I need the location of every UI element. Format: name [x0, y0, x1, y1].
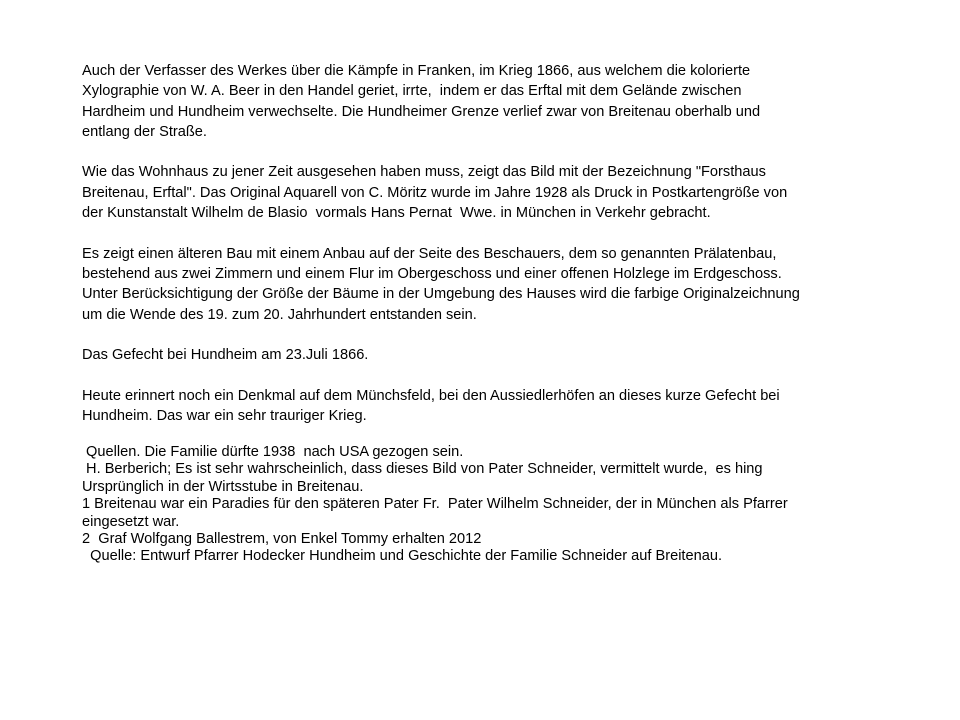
paragraph-verfasser — [82, 61, 922, 142]
text-line: Hardheim und Hundheim verwechselte. Die Hundheimer Grenze verlief zwar von Breitenau oberhalb und — [82, 103, 761, 120]
main-text-body — [82, 61, 922, 426]
note-line: Quellen. Die Familie dürfte 1938 nach USA gezogen sein. — [82, 444, 464, 460]
text-line: um die Wende des 19. zum 20. Jahrhundert entstanden sein. — [82, 306, 477, 323]
text-line: Heute erinnert noch ein Denkmal auf dem Münchsfeld, bei den Aussiedlerhöfen an dieses kurze Gefecht bei — [82, 387, 780, 404]
text-line: Unter Berücksichtigung der Größe der Bäume in der Umgebung des Hauses wird die farbige Originalzeichnung — [82, 286, 800, 303]
paragraph-anbau — [82, 244, 922, 325]
text-line: Hundheim. Das war ein sehr trauriger Krieg. — [82, 408, 367, 425]
text-line: Das Gefecht bei Hundheim am 23.Juli 1866. — [82, 347, 369, 364]
text-line: bestehend aus zwei Zimmern und einem Flur im Obergeschoss und einer offenen Holzlege im Erdgeschoss. — [82, 265, 782, 282]
note-line: 2 Graf Wolfgang Ballestrem, von Enkel Tommy erhalten 2012 — [82, 530, 482, 547]
text-line: Breitenau, Erftal". Das Original Aquarell von C. Möritz wurde im Jahre 1928 als Druck in Postkartengröße von — [82, 184, 788, 201]
text-line: der Kunstanstalt Wilhelm de Blasio vormals Hans Pernat Wwe. in München in Verkehr gebracht. — [82, 205, 711, 222]
text-line: Auch der Verfasser des Werkes über die Kämpfe in Franken, im Krieg 1866, aus welchem die kolorierte — [82, 63, 751, 79]
text-line: entlang der Straße. — [82, 123, 207, 140]
text-line: Xylographie von W. A. Beer in den Handel geriet, irrte, indem er das Erftal mit dem Gelände zwischen — [82, 83, 742, 100]
paragraph-spacer — [82, 365, 922, 385]
note-line: Quelle: Entwurf Pfarrer Hodecker Hundheim und Geschichte der Familie Schneider auf Breitenau. — [82, 548, 723, 565]
paragraph-spacer — [82, 325, 922, 345]
paragraph-spacer — [82, 223, 922, 243]
paragraph-gefecht-heading — [82, 345, 922, 365]
paragraph-denkmal — [82, 386, 922, 427]
text-line: Es zeigt einen älteren Bau mit einem Anbau auf der Seite des Beschauers, dem so genannten Prälatenbau, — [82, 245, 777, 262]
note-line: eingesetzt war. — [82, 513, 180, 530]
note-line: 1 Breitenau war ein Paradies für den späteren Pater Fr. Pater Wilhelm Schneider, der in München als Pfarrer — [82, 496, 788, 513]
note-line: H. Berberich; Es ist sehr wahrscheinlich, dass dieses Bild von Pater Schneider, vermittelt wurde, es hing — [82, 461, 763, 478]
text-line: Wie das Wohnhaus zu jener Zeit ausgesehen haben muss, zeigt das Bild mit der Bezeichnung "Forsthaus — [82, 164, 766, 181]
sources-notes — [82, 444, 922, 566]
note-line: Ursprünglich in der Wirtsstube in Breitenau. — [82, 478, 364, 495]
paragraph-spacer — [82, 142, 922, 162]
paragraph-wohnhaus — [82, 162, 922, 223]
